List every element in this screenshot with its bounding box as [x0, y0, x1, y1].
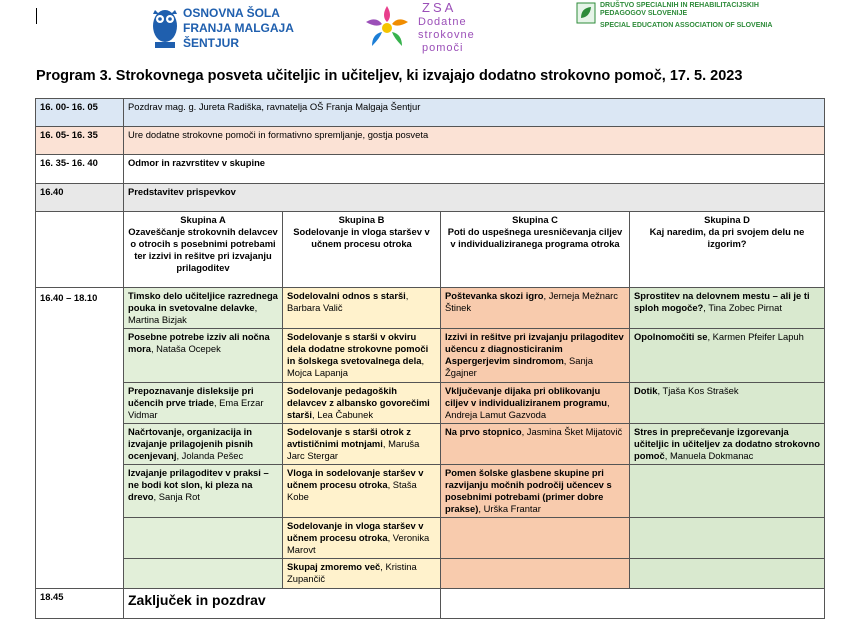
- talk-author: , Veronika Marovt: [287, 532, 430, 555]
- school-logo-line-2: FRANJA MALGAJA: [183, 21, 294, 35]
- talk-author: , Sanja Rot: [153, 491, 200, 502]
- group-header-b: [283, 212, 441, 288]
- talk-cell: [283, 559, 441, 589]
- schedule-text: Pozdrav mag. g. Jureta Radiška, ravnatelja OŠ Franja Malgaja Šentjur: [124, 99, 825, 127]
- talk-cell: [630, 518, 825, 559]
- talk-row: [36, 288, 825, 329]
- talk-title: Poštevanka skozi igro: [445, 290, 544, 301]
- talk-author: , Tina Zobec Pirnat: [703, 302, 782, 313]
- talk-author: , Kristina Zupančič: [287, 561, 417, 584]
- talk-cell: [283, 288, 441, 329]
- talk-author: , Jasmina Šket Mijatovič: [521, 426, 623, 437]
- schedule-text: Odmor in razvrstitev v skupine: [124, 155, 825, 184]
- group-topic: Sodelovanje in vloga staršev v učnem procesu otroka: [293, 226, 430, 249]
- talk-cell: [630, 465, 825, 518]
- talk-title: Izvajanje prilagoditev v praksi – ne bodi kot slon, ki pleza na drevo: [128, 467, 269, 502]
- talk-cell: [124, 424, 283, 465]
- talk-title: Pomen šolske glasbene skupine pri razvijanju močnih področij učencev s posebnimi potrebami (primer dobre prakse): [445, 467, 612, 514]
- zsa-logo-line-2: strokovne: [418, 29, 475, 41]
- talk-author: , Jerneja Mežnarc Štinek: [445, 290, 618, 313]
- schedule-time: 16. 00- 16. 05: [36, 99, 124, 127]
- talk-cell: [630, 329, 825, 383]
- association-logo-line-2: PEDAGOGOV SLOVENIJE: [600, 10, 688, 17]
- schedule-row: [36, 155, 825, 184]
- talk-cell: [124, 518, 283, 559]
- talk-cell: [441, 288, 630, 329]
- talk-cell: [441, 383, 630, 424]
- talk-author: , Staša Kobe: [287, 479, 417, 502]
- closing-text: Zaključek in pozdrav: [124, 589, 441, 619]
- page-title: Program 3. Strokovnega posveta učiteljic in učiteljev, ki izvajajo dodatno strokovno pomoč, 17. 5. 2023: [36, 68, 743, 84]
- group-name: Skupina C: [512, 214, 558, 225]
- talk-title: Prepoznavanje disleksije pri učencih prve triade: [128, 385, 254, 408]
- group-header-c: [441, 212, 630, 288]
- talk-author: , Ema Erzar Vidmar: [128, 397, 264, 420]
- talk-author: , Nataša Ocepek: [150, 343, 221, 354]
- talk-title: Dotik: [634, 385, 658, 396]
- zsa-logo-title: ZSA: [422, 0, 457, 15]
- talk-cell: [441, 518, 630, 559]
- schedule-time: 16.40: [36, 184, 124, 212]
- talk-author: , Martina Bizjak: [128, 302, 258, 325]
- group-topic: Kaj naredim, da pri svojem delu ne izgorim?: [649, 226, 805, 249]
- schedule-text: Ure dodatne strokovne pomoči in formativno spremljanje, gostja posveta: [124, 127, 825, 155]
- talk-row: [36, 518, 825, 559]
- talk-title: Sodelovanje pedagoških delavcev z albansko govorečimi starši: [287, 385, 430, 420]
- talk-title: Posebne potrebe izziv ali nočna mora: [128, 331, 270, 354]
- talk-cell: [630, 383, 825, 424]
- schedule-row: [36, 99, 825, 127]
- talk-title: Timsko delo učiteljice razrednega pouka in svetovalne delavke: [128, 290, 278, 313]
- program-table: [35, 98, 825, 619]
- talk-row: [36, 465, 825, 518]
- empty-cell: [36, 212, 124, 288]
- talk-author: , Maruša Jarc Stergar: [287, 438, 420, 461]
- talk-title: Sodelovanje s starši otrok z avtističnimi motnjami: [287, 426, 411, 449]
- talk-author: , Mojca Lapanja: [287, 355, 425, 378]
- talk-title: Načrtovanje, organizacija in izvajanje prilagojenih pisnih ocenjevanj: [128, 426, 254, 461]
- talk-cell: [283, 383, 441, 424]
- group-header-a: [124, 212, 283, 288]
- schedule-text: Predstavitev prispevkov: [124, 184, 825, 212]
- school-logo: [150, 4, 300, 52]
- empty-cell: [441, 589, 825, 619]
- group-name: Skupina A: [180, 214, 226, 225]
- talk-title: Na prvo stopnico: [445, 426, 522, 437]
- talk-cell: [283, 424, 441, 465]
- talk-cell: [283, 329, 441, 383]
- schedule-row: [36, 127, 825, 155]
- talk-author: , Karmen Pfeifer Lapuh: [707, 331, 804, 342]
- talk-author: , Barbara Valič: [287, 290, 409, 313]
- talk-cell: [124, 465, 283, 518]
- talk-cell: [124, 329, 283, 383]
- talk-row: [36, 383, 825, 424]
- session-time: 16.40 – 18.10: [36, 288, 124, 589]
- zsa-logo-line-3: pomoči: [422, 42, 464, 54]
- group-topic: Ozaveščanje strokovnih delavcev o otrocih s posebnimi potrebami ter izzivi in rešitve pri izvajanju prilagoditev: [128, 226, 278, 273]
- talk-row: [36, 329, 825, 383]
- talk-title: Vključevanje dijaka pri oblikovanju ciljev v individualiziranem programu: [445, 385, 608, 408]
- group-header-d: [630, 212, 825, 288]
- talk-title: Skupaj zmoremo več: [287, 561, 381, 572]
- closing-row: [36, 589, 825, 619]
- talk-title: Sodelovanje s starši v okviru dela dodatne strokovne pomoči in šolskega svetovalnega dela: [287, 331, 429, 366]
- talk-author: , Lea Čabunek: [312, 409, 374, 420]
- zsa-logo-line-1: Dodatne: [418, 16, 467, 28]
- school-logo-line-3: ŠENTJUR: [183, 36, 240, 50]
- talk-cell: [630, 559, 825, 589]
- talk-title: Sodelovalni odnos s starši: [287, 290, 406, 301]
- colorful-flower-icon: [360, 2, 414, 54]
- talk-cell: [124, 288, 283, 329]
- schedule-time: 16. 05- 16. 35: [36, 127, 124, 155]
- talk-title: Opolnomočiti se: [634, 331, 708, 342]
- green-leaf-icon: [576, 2, 596, 24]
- talk-title: Sodelovanje in vloga staršev v učnem procesu otroka: [287, 520, 424, 543]
- talk-author: , Sanja Žgajner: [445, 355, 593, 378]
- talk-author: , Andreja Lamut Gazvoda: [445, 397, 610, 420]
- talk-cell: [124, 383, 283, 424]
- talk-cell: [630, 288, 825, 329]
- text-cursor: [36, 8, 37, 24]
- talk-cell: [283, 465, 441, 518]
- talk-cell: [283, 518, 441, 559]
- talk-cell: [441, 329, 630, 383]
- talk-title: Izzivi in rešitve pri izvajanju prilagoditev učencu z diagnosticiranim Aspergerjevim sindromom: [445, 331, 624, 366]
- talk-title: Sprostitev na delovnem mestu – ali je ti sploh mogoče?: [634, 290, 810, 313]
- talk-author: , Jolanda Pešec: [176, 450, 244, 461]
- school-logo-line-1: OSNOVNA ŠOLA: [183, 6, 280, 20]
- association-logo-line-1: DRUŠTVO SPECIALNIH IN REHABILITACIJSKIH: [600, 2, 759, 9]
- talk-row: [36, 424, 825, 465]
- group-topic: Poti do uspešnega uresničevanja ciljev v individualiziranega programa otroka: [447, 226, 623, 249]
- closing-time: 18.45: [36, 589, 124, 619]
- zsa-logo: [360, 0, 500, 56]
- group-name: Skupina D: [704, 214, 750, 225]
- talk-author: , Manuela Dokmanac: [664, 450, 754, 461]
- talk-cell: [630, 424, 825, 465]
- talk-cell: [441, 559, 630, 589]
- schedule-row: [36, 184, 825, 212]
- group-header-row: [36, 212, 825, 288]
- group-name: Skupina B: [338, 214, 385, 225]
- owl-icon: [150, 4, 180, 50]
- association-logo: [576, 2, 806, 32]
- schedule-time: 16. 35- 16. 40: [36, 155, 124, 184]
- talk-author: , Urška Frantar: [478, 503, 541, 514]
- talk-title: Stres in preprečevanje izgorevanja učiteljic in učiteljev za dodatno strokovno pomoč: [634, 426, 820, 461]
- talk-cell: [441, 424, 630, 465]
- talk-row: [36, 559, 825, 589]
- talk-cell: [124, 559, 283, 589]
- talk-cell: [441, 465, 630, 518]
- talk-title: Vloga in sodelovanje staršev v učnem procesu otroka: [287, 467, 424, 490]
- talk-author: , Tjaša Kos Strašek: [657, 385, 739, 396]
- association-logo-line-3: SPECIAL EDUCATION ASSOCIATION OF SLOVENIA: [600, 22, 773, 29]
